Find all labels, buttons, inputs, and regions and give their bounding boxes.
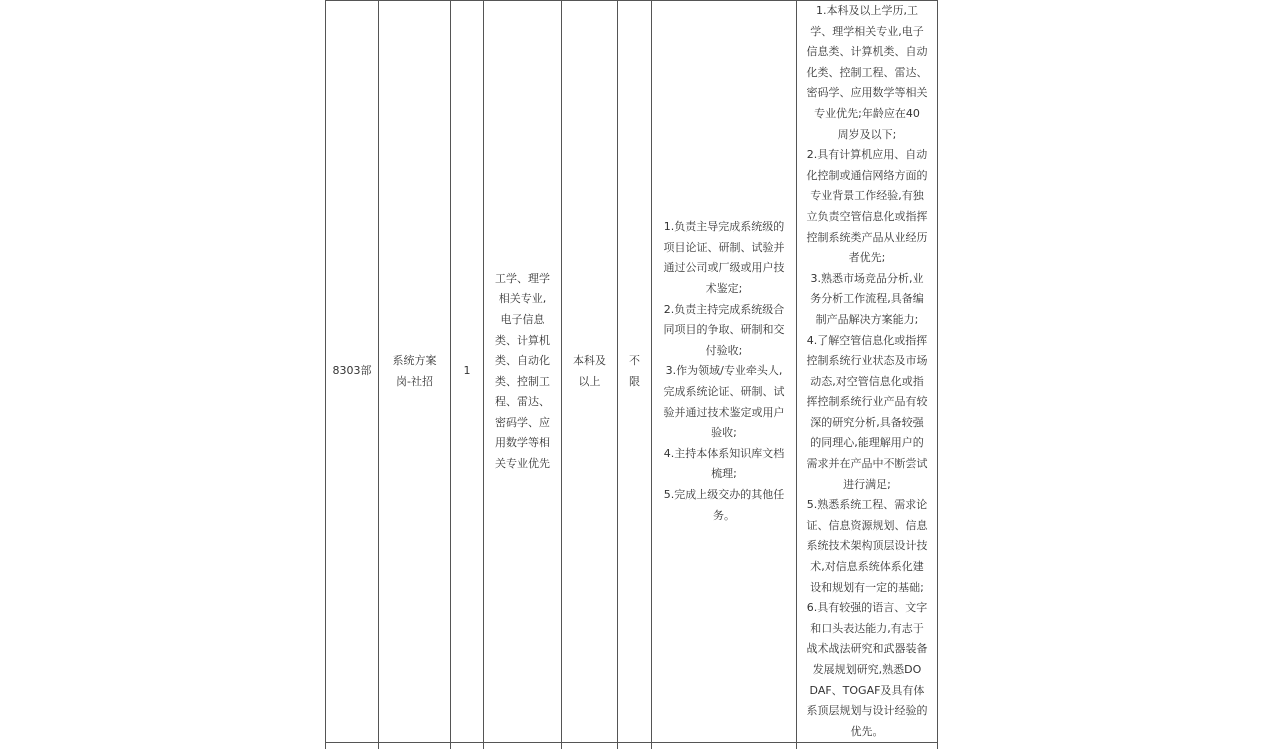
- table-cell: [326, 743, 379, 749]
- cell-line: 证、信息资源规划、信息: [806, 518, 928, 532]
- cell-line: 5.熟悉系统工程、需求论: [806, 498, 928, 512]
- cell-line: 验收;: [711, 426, 737, 440]
- cell-line: 务分析工作流程,具备编: [810, 292, 924, 306]
- cell-line: 优先。: [850, 724, 884, 738]
- table-cell: [652, 743, 797, 749]
- cell-line: 密码学、应: [495, 415, 550, 429]
- cell-line: 验并通过技术鉴定或用户: [663, 405, 785, 419]
- cell-line: 限: [629, 374, 640, 388]
- cell-line: 的同理心,能理解用户的: [810, 436, 924, 450]
- cell-line: 者优先;: [848, 251, 886, 265]
- cell-line: 化控制或通信网络方面的: [806, 168, 928, 182]
- cell-line: 控制系统行业状态及市场: [806, 354, 928, 368]
- table-cell: [618, 743, 652, 749]
- cell-line: 项目论证、研制、试验并: [663, 240, 785, 254]
- cell-line: 同项目的争取、研制和交: [663, 323, 785, 337]
- cell-line: 相关专业,: [498, 292, 547, 306]
- cell-line: 系统技术架构顶层设计技: [806, 539, 928, 553]
- requirements-cell: [797, 1, 938, 743]
- cell-line: 战术战法研究和武器装备: [806, 642, 928, 656]
- cell-line: 类、控制工: [495, 374, 550, 388]
- cell-line: 梳理;: [711, 467, 737, 481]
- education-cell: [562, 1, 618, 743]
- cell-line: 控制系统类产品从业经历: [806, 230, 928, 244]
- cell-line: 发展规划研究,熟悉DO: [812, 663, 922, 676]
- cell-line: 制产品解决方案能力;: [815, 312, 919, 326]
- cell-line: 专业背景工作经验,有独: [810, 189, 924, 203]
- cell-line: 挥控制系统行业产品有较: [806, 395, 928, 409]
- cell-line: 进行满足;: [843, 477, 891, 491]
- cell-line: 岗-社招: [396, 374, 433, 388]
- cell-line: 2.具有计算机应用、自动: [806, 148, 928, 162]
- cell-line: 关专业优先: [495, 457, 550, 471]
- table-cell: [562, 743, 618, 749]
- table-cell: [379, 743, 451, 749]
- cell-line: 程、雷达、: [495, 395, 550, 409]
- table-cell: [451, 743, 484, 749]
- cell-line: 系统方案: [392, 354, 437, 368]
- table-cell: [797, 743, 938, 749]
- cell-line: 需求并在产品中不断尝试: [806, 457, 928, 471]
- cell-line: 类、计算机: [495, 333, 550, 347]
- cell-line: 4.主持本体系知识库文档: [663, 446, 785, 460]
- cell-line: 用数学等相: [495, 436, 550, 450]
- cell-line: 5.完成上级交办的其他任: [663, 487, 785, 501]
- cell-line: 2.负责主持完成系统级合: [663, 302, 785, 316]
- table-row: [326, 1, 938, 743]
- cell-line: 电子信息: [500, 312, 545, 326]
- cell-line: 和口头表达能力,有志于: [810, 621, 924, 635]
- position-cell: [379, 1, 451, 743]
- cell-line: 术,对信息系统体系化建: [810, 560, 924, 574]
- cell-line: 3.作为领域/专业牵头人,: [665, 364, 783, 378]
- cell-line: 付验收;: [705, 343, 743, 357]
- job-table: [325, 0, 938, 749]
- cell-line: 动态,对空管信息化或指: [810, 374, 924, 388]
- table-row: [326, 743, 938, 749]
- cell-line: 密码学、应用数学等相关: [806, 86, 928, 100]
- table-cell: [484, 743, 562, 749]
- cell-line: 务。: [713, 508, 735, 522]
- cell-line: DAF、TOGAF及具有体: [809, 683, 925, 697]
- cell-line: 1.负责主导完成系统级的: [663, 220, 785, 234]
- cell-line: 立负责空管信息化或指挥: [806, 209, 928, 223]
- cell-line: 4.了解空管信息化或指挥: [806, 333, 928, 347]
- cell-line: 信息类、计算机类、自动: [806, 45, 928, 59]
- age-cell: [618, 1, 652, 743]
- cell-line: 6.具有较强的语言、文字: [806, 601, 928, 615]
- cell-line: 3.熟悉市场竞品分析,业: [810, 271, 924, 285]
- cell-line: 专业优先;年龄应在40: [814, 106, 920, 120]
- cell-line: 化类、控制工程、雷达、: [806, 65, 928, 79]
- duties-cell: [652, 1, 797, 743]
- cell-line: 本科及: [573, 354, 606, 368]
- cell-line: 术鉴定;: [705, 282, 743, 296]
- cell-line: 以上: [578, 374, 601, 388]
- count-cell: 1: [451, 1, 484, 743]
- cell-line: 类、自动化: [495, 354, 550, 368]
- cell-line: 学、理学相关专业,电子: [810, 24, 924, 38]
- cell-line: 完成系统论证、研制、试: [663, 384, 785, 398]
- cell-line: 工学、理学: [495, 271, 550, 285]
- major-cell: [484, 1, 562, 743]
- cell-line: 深的研究分析,具备较强: [810, 415, 924, 429]
- cell-line: 不: [629, 354, 640, 368]
- cell-line: 系顶层规划与设计经验的: [806, 704, 928, 718]
- cell-line: 通过公司或厂级或用户技: [663, 261, 785, 275]
- cell-line: 周岁及以下;: [837, 127, 897, 141]
- cell-line: 设和规划有一定的基础;: [810, 580, 924, 594]
- cell-line: 1.本科及以上学历,工: [816, 4, 918, 17]
- dept-cell: 8303部: [326, 1, 379, 743]
